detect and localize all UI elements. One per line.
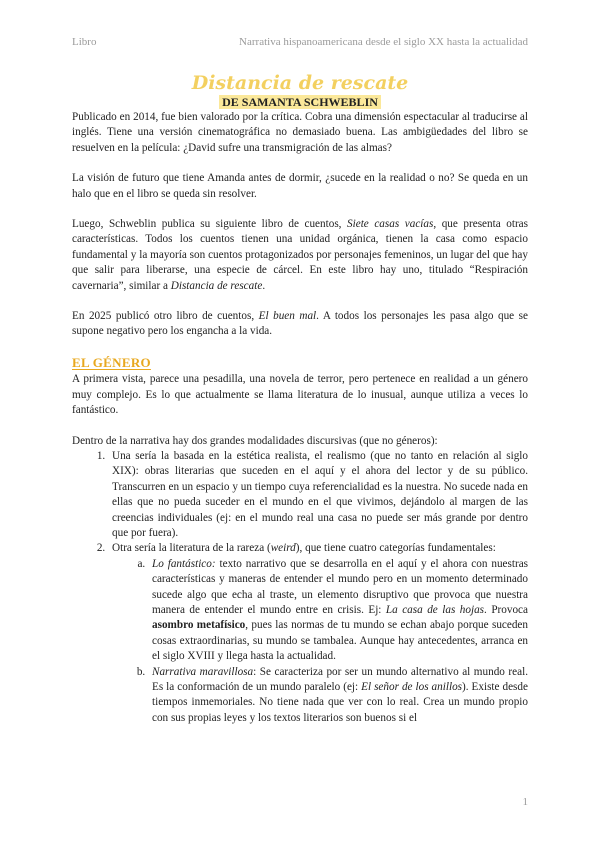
list-item: 2. Otra sería la literatura de la rareza (weird), que tiene cuatro categorías fundamentales: a. Lo fantástico: texto narrativo que se desarrolla en el aquí y el ahora con nuestras características y maneras de entender el mundo pero en un momento determinado sucede algo que echa al traste, un elemento disruptivo que provoca que nuestra manera de entender el mundo entre en crisis. Ej: La casa de las hojas. Provoca asombro metafísico, pues las normas de tu mundo se echan abajo porque suceden cosas extraordinarias, su mundo se tambalea. Aunque hay antecedentes, arranca en el siglo XVIII y llega hasta la actualidad. b. Narrativa maravillosa: Se caracteriza por ser un mundo alternativo al mundo real. Es la conformación de un mundo paralelo (ej: El señor de los anillos). Existe desde tiempos inmemoriales. No tiene nada que ver con lo real. Crea un mundo propio con sus propias leyes y los textos literarios son buenos si el: [108, 541, 528, 726]
header-left: Libro: [72, 36, 97, 48]
header-right: Narrativa hispanoamericana desde el siglo XX hasta la actualidad: [239, 36, 528, 48]
book-reference: Distancia de rescate: [170, 279, 263, 292]
list-item: 1. Una sería la basada en la estética realista, el realismo (que no tanto en relación al siglo XIX): obras literarias que suceden en el aquí y el ahora del lector y de su público. Transcurren en un espacio y un tiempo cuya referencialidad es la nuestra. No sucede nada en ellas que no pueda suceder en el mundo en el que vivimos, dejándolo al margen de las creencias individuales (ej: en el mundo real una casa no puede ser más grande por dentro que por fuera).: [108, 449, 528, 541]
paragraph-buen-mal: En 2025 publicó otro libro de cuentos, El buen mal. A todos los personajes les pasa algo que se supone negativo pero los engancha a la vida.: [72, 310, 528, 338]
book-reference: Siete casas vacías: [347, 218, 434, 231]
book-reference: El buen mal: [258, 310, 317, 323]
category-label: Narrativa maravillosa: [152, 665, 254, 678]
paragraph-siete-casas: Luego, Schweblin publica su siguiente libro de cuentos, Siete casas vacías, que presenta otras características. Todos los cuentos tienen una unidad orgánica, tienen la casa como espacio fundamental y la mayoría son cuentos protagonizados por personajes femeninos, un lugar del que hay que salir para liberarse, una especie de cárcel. En este libro hay uno, titulado “Respiración cavernaria”, similar a Distancia de rescate.: [72, 218, 528, 292]
author-line: [72, 95, 528, 110]
category-label: Lo fantástico:: [152, 557, 216, 570]
list-item: b. Narrativa maravillosa: Se caracteriza por ser un mundo alternativo al mundo real. Es la conformación de un mundo paralelo (ej: El señor de los anillos). Existe desde tiempos inmemoriales. No tiene nada que ver con lo real. Crea un mundo propio con sus propias leyes y los textos literarios son buenos si el: [148, 665, 528, 727]
paragraph-vision: La visión de futuro que tiene Amanda antes de dormir, ¿sucede en la realidad o no? Se queda en un halo que en el libro se queda sin resolver.: [72, 172, 528, 200]
modalities-list: [72, 449, 528, 726]
book-title: Distancia de rescate: [191, 72, 409, 94]
author-name: DE SAMANTA SCHWEBLIN: [219, 95, 381, 109]
list-item: a. Lo fantástico: texto narrativo que se desarrolla en el aquí y el ahora con nuestras características y maneras de entender el mundo pero en un momento determinado sucede algo que echa al traste, un elemento disruptivo que provoca que nuestra manera de entender el mundo entre en crisis. Ej: La casa de las hojas. Provoca asombro metafísico, pues las normas de tu mundo se echan abajo porque suceden cosas extraordinarias, su mundo se tambalea. Aunque hay antecedentes, arranca en el siglo XVIII y llega hasta la actualidad.: [148, 557, 528, 665]
paragraph-genre: A primera vista, parece una pesadilla, una novela de terror, pero pertenece en realidad a un género muy complejo. Es lo que actualmente se llama literatura de lo inusual, aunque utiliza a veces lo fantástico.: [72, 373, 528, 417]
page-content: [72, 72, 528, 726]
section-heading: EL GÉNERO: [72, 354, 151, 370]
categories-list: [112, 557, 528, 726]
paragraph-publication: Publicado en 2014, fue bien valorado por la crítica. Cobra una dimensión espectacular al traducirse al inglés. Tiene una versión cinematográfica no demasiado buena. Las ambigüedades del libro se resuelven en la película: ¿David sufre una transmigración de las almas?: [72, 111, 528, 154]
page-number: 1: [522, 796, 528, 808]
page-header: [72, 36, 528, 48]
paragraph-modalities: Dentro de la narrativa hay dos grandes modalidades discursivas (que no géneros):: [72, 434, 438, 447]
